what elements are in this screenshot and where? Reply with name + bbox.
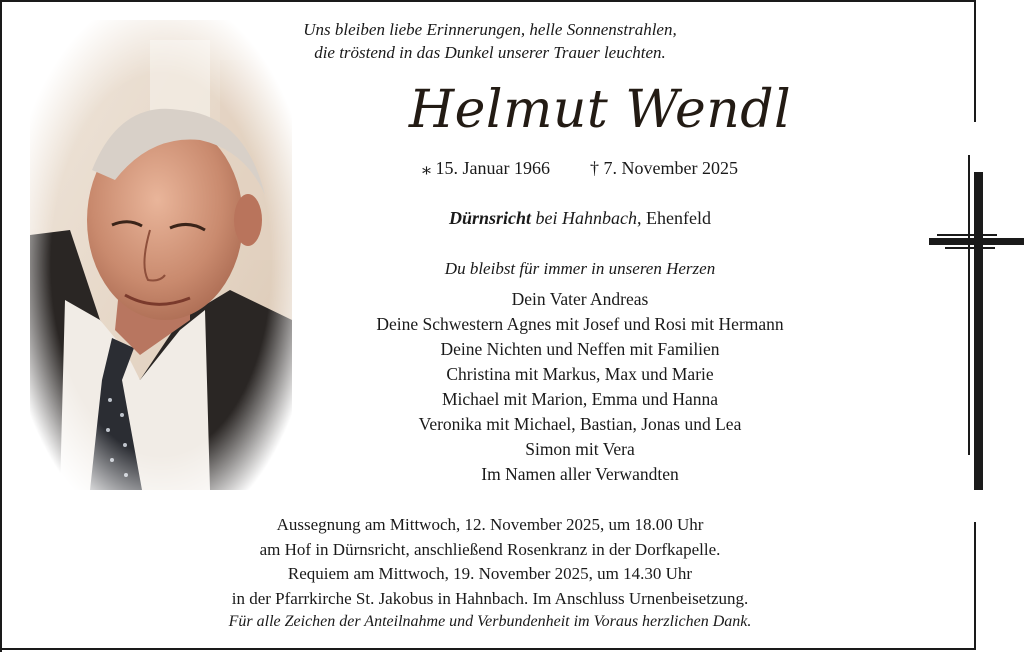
frame-top-line [0,0,976,2]
birth-date: ⁎ 15. Januar 1966 [422,158,550,178]
frame-right-line-bottom [974,522,976,650]
residence-village: Dürnsricht [449,208,532,228]
life-dates [330,158,830,179]
farewell-line: Du bleibst für immer in unseren Herzen [444,259,716,278]
frame-bottom-line [0,648,976,650]
residence-bei: bei Hahnbach [531,208,638,228]
motto [300,18,680,64]
residence [330,208,830,229]
family-line: Simon mit Vera [525,439,635,459]
portrait-photo [30,20,292,490]
family-line: Veronika mit Michael, Bastian, Jonas und Lea [418,414,742,434]
thanks-line: Für alle Zeichen der Anteilnahme und Verbundenheit im Voraus herzlichen Dank. [228,613,752,630]
family-line: Deine Nichten und Neffen mit Familien [440,339,720,359]
frame-left-line [0,0,2,652]
residence-rest: , Ehenfeld [637,208,711,228]
frame-right-line-top [974,0,976,122]
family-line: Dein Vater Andreas [511,289,649,309]
family-line: Deine Schwestern Agnes mit Josef und Rosi mit Hermann [376,314,784,334]
death-date: † 7. November 2025 [590,158,738,178]
portrait-illustration [30,20,292,490]
service-line: Aussegnung am Mittwoch, 12. November 2025, um 18.00 Uhr [276,515,704,534]
deceased-name: Helmut Wendl [408,80,792,140]
service-line: am Hof in Dürnsricht, anschließend Rosenkranz in der Dorfkapelle. [259,539,721,559]
family-list [330,287,830,487]
service-line: Requiem am Mittwoch, 19. November 2025, um 14.30 Uhr [287,564,693,583]
service-line: in der Pfarrkirche St. Jakobus in Hahnbach. Im Anschluss Urnenbeisetzung. [231,588,749,608]
service-info [130,513,850,611]
family-line: Christina mit Markus, Max und Marie [446,364,714,384]
cross-icon [925,150,1024,495]
motto-line-2: die tröstend in das Dunkel unserer Trauer leuchten. [314,43,666,62]
family-line: Im Namen aller Verwandten [481,464,679,484]
family-line: Michael mit Marion, Emma und Hanna [441,389,719,409]
motto-line-1: Uns bleiben liebe Erinnerungen, helle Sonnenstrahlen, [303,20,677,39]
